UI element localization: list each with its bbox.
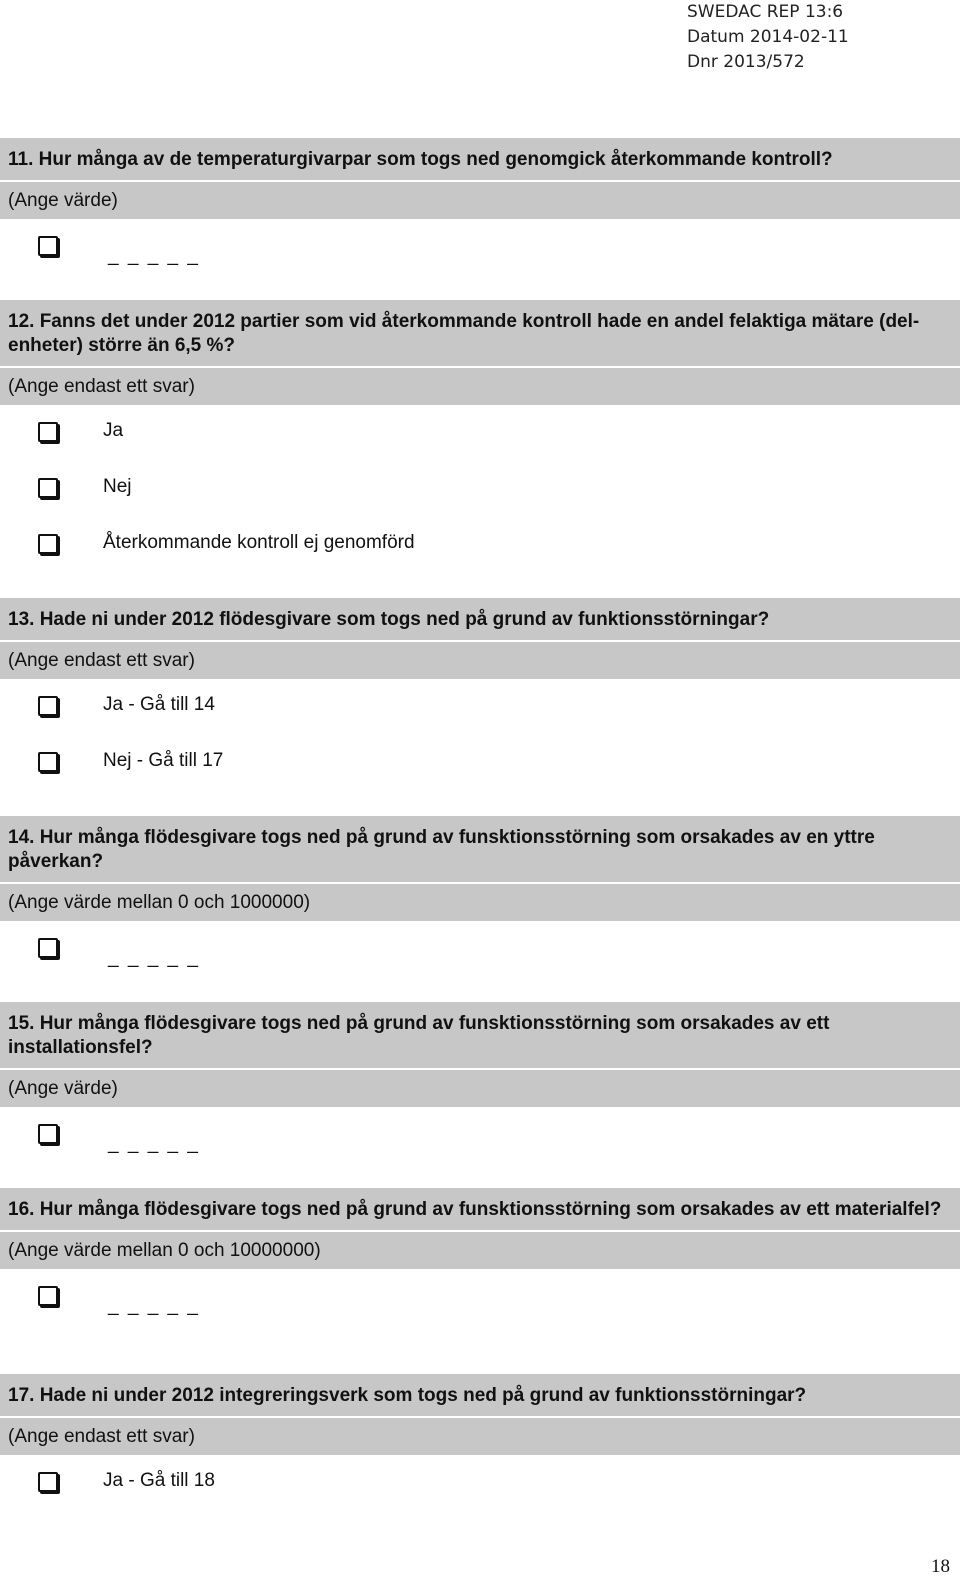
- option-label: Nej: [103, 476, 132, 497]
- document-date: Datum 2014-02-11: [687, 27, 849, 47]
- question-header: [0, 598, 960, 679]
- value-input-blank[interactable]: _ _ _ _ _: [108, 1133, 200, 1154]
- question-instruction: (Ange endast ett svar): [0, 366, 960, 405]
- question-title: 12. Fanns det under 2012 partier som vid återkommande kontroll hade en andel felaktiga mätare (del-enheter) större än 6,5 %?: [8, 311, 920, 356]
- value-entry: [0, 219, 960, 275]
- checkbox[interactable]: [38, 696, 58, 716]
- question-16: [0, 1188, 960, 1325]
- option-not-performed[interactable]: [0, 517, 960, 573]
- checkbox[interactable]: [38, 478, 58, 498]
- question-13: [0, 598, 960, 791]
- option-label: Nej - Gå till 17: [103, 750, 224, 771]
- question-instruction: (Ange värde): [0, 1068, 960, 1107]
- checkbox[interactable]: [38, 938, 58, 958]
- question-header: [0, 1374, 960, 1455]
- question-15: [0, 1002, 960, 1163]
- option-label: Ja - Gå till 14: [103, 694, 215, 715]
- value-entry: [0, 1107, 960, 1163]
- question-instruction: (Ange värde mellan 0 och 10000000): [0, 1230, 960, 1269]
- question-title: 14. Hur många flödesgivare togs ned på grund av funsktionsstörning som orsakades av en yttre påverkan?: [8, 827, 875, 872]
- question-header: [0, 1002, 960, 1107]
- document-header: [687, 0, 957, 75]
- question-header: [0, 1188, 960, 1269]
- report-id: SWEDAC REP 13:6: [687, 2, 844, 22]
- question-header: [0, 300, 960, 405]
- question-12: [0, 300, 960, 573]
- checkbox[interactable]: [38, 1472, 58, 1492]
- option-nej-goto-17[interactable]: [0, 735, 960, 791]
- question-title: 15. Hur många flödesgivare togs ned på grund av funsktionsstörning som orsakades av ett installationsfel?: [8, 1013, 830, 1058]
- checkbox[interactable]: [38, 1286, 58, 1306]
- question-17: [0, 1374, 960, 1511]
- value-input-blank[interactable]: _ _ _ _ _: [108, 1295, 200, 1316]
- option-label: Ja: [103, 420, 124, 441]
- question-instruction: (Ange endast ett svar): [0, 640, 960, 679]
- checkbox[interactable]: [38, 534, 58, 554]
- value-input-blank[interactable]: _ _ _ _ _: [108, 947, 200, 968]
- question-header: [0, 816, 960, 921]
- option-nej[interactable]: [0, 461, 960, 517]
- question-instruction: (Ange värde): [0, 180, 960, 219]
- option-ja-goto-14[interactable]: [0, 679, 960, 735]
- question-title: 16. Hur många flödesgivare togs ned på grund av funsktionsstörning som orsakades av ett materialfel?: [8, 1199, 942, 1220]
- checkbox[interactable]: [38, 1124, 58, 1144]
- question-header: [0, 138, 960, 219]
- question-instruction: (Ange endast ett svar): [0, 1416, 960, 1455]
- option-label: Återkommande kontroll ej genomförd: [103, 532, 415, 553]
- question-14: [0, 816, 960, 977]
- question-title: 13. Hade ni under 2012 flödesgivare som togs ned på grund av funktionsstörningar?: [8, 609, 770, 630]
- option-ja[interactable]: [0, 405, 960, 461]
- value-input-blank[interactable]: _ _ _ _ _: [108, 245, 200, 266]
- question-instruction: (Ange värde mellan 0 och 1000000): [0, 882, 960, 921]
- option-ja-goto-18[interactable]: [0, 1455, 960, 1511]
- page-number: 18: [931, 1556, 950, 1577]
- option-label: Ja - Gå till 18: [103, 1470, 215, 1491]
- checkbox[interactable]: [38, 236, 58, 256]
- checkbox[interactable]: [38, 752, 58, 772]
- value-entry: [0, 1269, 960, 1325]
- question-title: 11. Hur många av de temperaturgivarpar som togs ned genomgick återkommande kontroll?: [8, 149, 833, 170]
- checkbox[interactable]: [38, 422, 58, 442]
- document-reference: Dnr 2013/572: [687, 52, 805, 72]
- value-entry: [0, 921, 960, 977]
- question-11: [0, 138, 960, 275]
- question-title: 17. Hade ni under 2012 integreringsverk som togs ned på grund av funktionsstörningar?: [8, 1385, 807, 1406]
